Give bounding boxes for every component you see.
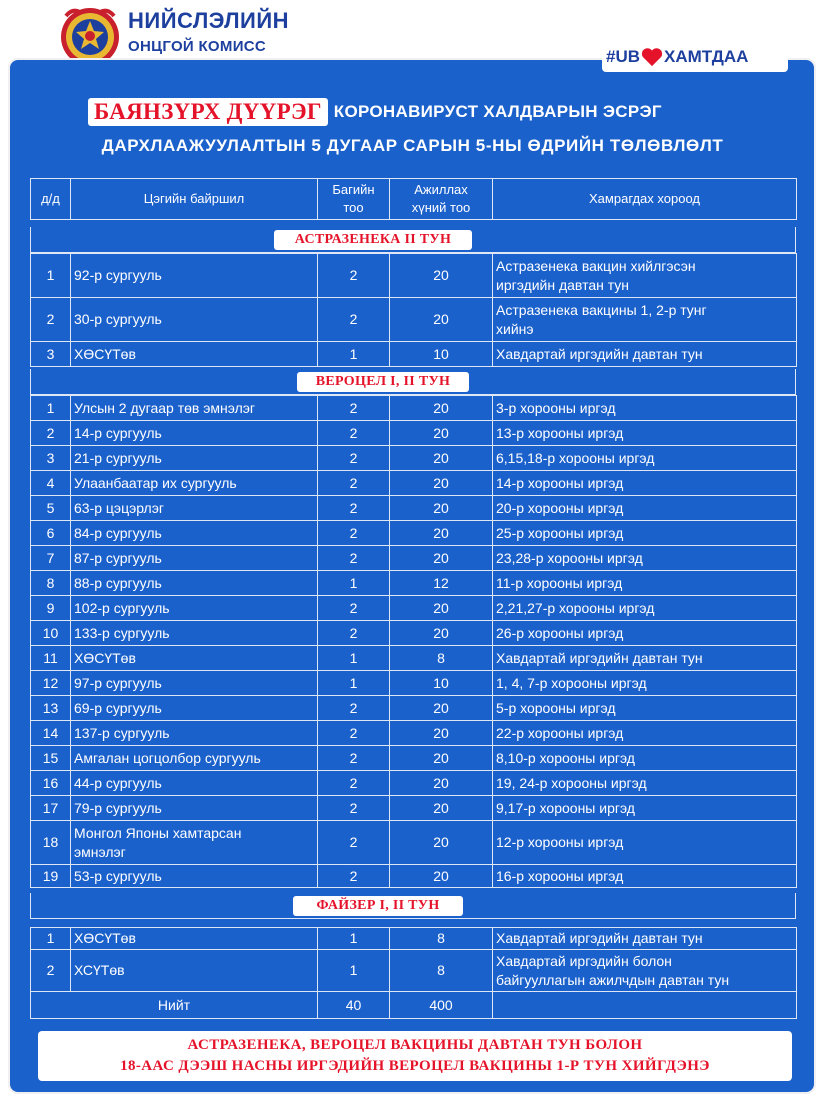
- row-people: 20: [389, 820, 493, 865]
- row-coverage: 9,17-р хорооны иргэд: [492, 795, 797, 821]
- row-people: 20: [389, 470, 493, 496]
- row-teams: 2: [317, 695, 390, 721]
- hashtag-prefix: #UB: [606, 47, 641, 66]
- row-number: 15: [30, 745, 71, 771]
- row-number: 17: [30, 795, 71, 821]
- row-number: 18: [30, 820, 71, 865]
- row-number: 14: [30, 720, 71, 746]
- title-line2: ДАРХЛААЖУУЛАЛТЫН 5 ДУГААР САРЫН 5-НЫ ӨДРИЙН ТӨЛӨВЛӨЛТ: [101, 136, 724, 155]
- footer-line1: АСТРАЗЕНЕКА, ВЕРОЦЕЛ ВАКЦИНЫ ДАВТАН ТУН БОЛОН: [187, 1037, 643, 1053]
- row-people: 10: [389, 670, 493, 696]
- row-teams: 2: [317, 720, 390, 746]
- row-people: 20: [389, 595, 493, 621]
- title-line1: КОРОНАВИРУСТ ХАЛДВАРЫН ЭСРЭГ: [333, 102, 662, 121]
- row-teams: 2: [317, 745, 390, 771]
- row-coverage: 22-р хорооны иргэд: [492, 720, 797, 746]
- row-number: 1: [30, 927, 71, 950]
- row-location: 97-р сургууль: [70, 670, 318, 696]
- hashtag-badge: [602, 42, 788, 72]
- row-number: 11: [30, 645, 71, 671]
- row-number: 12: [30, 670, 71, 696]
- total-coverage-empty: [492, 991, 797, 1019]
- row-coverage: 13-р хорооны иргэд: [492, 420, 797, 446]
- row-number: 3: [30, 445, 71, 471]
- row-teams: 2: [317, 795, 390, 821]
- row-people: 20: [389, 770, 493, 796]
- row-location: 14-р сургууль: [70, 420, 318, 446]
- row-people: 20: [389, 420, 493, 446]
- row-number: 2: [30, 297, 71, 342]
- org-name-line2: ОНЦГОЙ КОМИСС: [128, 38, 267, 55]
- row-location: Улсын 2 дугаар төв эмнэлэг: [70, 395, 318, 421]
- row-people: 8: [389, 927, 493, 950]
- row-coverage: 14-р хорооны иргэд: [492, 470, 797, 496]
- title-row: [88, 96, 662, 128]
- row-coverage: Хавдартай иргэдийн давтан тун: [492, 645, 797, 671]
- row-people: 20: [389, 864, 493, 888]
- row-number: 8: [30, 570, 71, 596]
- row-location: 63-р цэцэрлэг: [70, 495, 318, 521]
- section-header: [30, 893, 796, 919]
- row-location: 92-р сургууль: [70, 253, 318, 298]
- row-coverage: 20-р хорооны иргэд: [492, 495, 797, 521]
- row-teams: 1: [317, 949, 390, 992]
- row-coverage: 8,10-р хорооны иргэд: [492, 745, 797, 771]
- row-people: 20: [389, 520, 493, 546]
- total-label: Нийт: [30, 991, 318, 1019]
- row-coverage-line2: иргэдийн давтан тун: [496, 276, 630, 293]
- row-teams: 1: [317, 341, 390, 367]
- total-people: 400: [389, 991, 493, 1019]
- row-location: Амгалан цогцолбор сургууль: [70, 745, 318, 771]
- column-header-people: [389, 178, 493, 220]
- row-number: 13: [30, 695, 71, 721]
- row-teams: 2: [317, 297, 390, 342]
- row-people: 20: [389, 720, 493, 746]
- row-number: 10: [30, 620, 71, 646]
- row-number: 2: [30, 949, 71, 992]
- row-location: 102-р сургууль: [70, 595, 318, 621]
- section-header: [30, 369, 796, 395]
- row-coverage: 12-р хорооны иргэд: [492, 820, 797, 865]
- footer-note: [38, 1031, 792, 1081]
- row-teams: 2: [317, 595, 390, 621]
- row-number: 1: [30, 395, 71, 421]
- row-location: 79-р сургууль: [70, 795, 318, 821]
- row-coverage-line1: Хавдартай иргэдийн болон: [496, 952, 672, 969]
- row-location: 133-р сургууль: [70, 620, 318, 646]
- row-coverage: 2,21,27-р хорооны иргэд: [492, 595, 797, 621]
- row-people: 20: [389, 695, 493, 721]
- row-coverage: 16-р хорооны иргэд: [492, 864, 797, 888]
- total-teams: 40: [317, 991, 390, 1019]
- row-teams: 2: [317, 620, 390, 646]
- row-people: 20: [389, 395, 493, 421]
- row-coverage: [492, 297, 797, 342]
- row-people: 20: [389, 795, 493, 821]
- heart-icon: [641, 47, 663, 67]
- row-coverage: 3-р хорооны иргэд: [492, 395, 797, 421]
- row-number: 5: [30, 495, 71, 521]
- district-name: БАЯНЗҮРХ ДҮҮРЭГ: [88, 98, 328, 126]
- row-location: ХӨСҮТөв: [70, 645, 318, 671]
- row-people: 8: [389, 949, 493, 992]
- row-teams: 1: [317, 570, 390, 596]
- row-location: ХӨСҮТөв: [70, 341, 318, 367]
- row-location-line2: эмнэлэг: [74, 843, 126, 860]
- row-teams: 1: [317, 927, 390, 950]
- row-teams: 2: [317, 420, 390, 446]
- column-header-location: Цэгийн байршил: [70, 178, 318, 220]
- row-coverage: 1, 4, 7-р хорооны иргэд: [492, 670, 797, 696]
- column-header-people-line2: хүний тоо: [411, 200, 471, 215]
- row-location: 21-р сургууль: [70, 445, 318, 471]
- column-header-no: д/д: [30, 178, 71, 220]
- row-number: 6: [30, 520, 71, 546]
- row-teams: 2: [317, 864, 390, 888]
- org-name-line1: НИЙСЛЭЛИЙН: [128, 8, 290, 33]
- row-people: 20: [389, 620, 493, 646]
- row-location: 44-р сургууль: [70, 770, 318, 796]
- row-people: 10: [389, 341, 493, 367]
- section-label: ФАЙЗЕР I, II ТУН: [293, 896, 463, 916]
- section-label: ВЕРОЦЕЛ I, II ТУН: [297, 372, 469, 392]
- row-location: 137-р сургууль: [70, 720, 318, 746]
- row-number: 16: [30, 770, 71, 796]
- row-location: 53-р сургууль: [70, 864, 318, 888]
- row-people: 20: [389, 545, 493, 571]
- row-coverage-line1: Астразенека вакцин хийлгэсэн: [496, 257, 696, 274]
- row-people: 20: [389, 445, 493, 471]
- row-coverage: 23,28-р хорооны иргэд: [492, 545, 797, 571]
- row-location: ХӨСҮТөв: [70, 927, 318, 950]
- row-coverage: 11-р хорооны иргэд: [492, 570, 797, 596]
- row-number: 2: [30, 420, 71, 446]
- row-location-line1: Монгол Японы хамтарсан: [74, 824, 242, 841]
- footer-line2: 18-ААС ДЭЭШ НАСНЫ ИРГЭДИЙН ВЕРОЦЕЛ ВАКЦИНЫ 1-Р ТУН ХИЙГДЭНЭ: [120, 1058, 710, 1074]
- row-teams: 2: [317, 395, 390, 421]
- row-location: 30-р сургууль: [70, 297, 318, 342]
- row-number: 9: [30, 595, 71, 621]
- row-number: 4: [30, 470, 71, 496]
- row-people: 12: [389, 570, 493, 596]
- row-number: 7: [30, 545, 71, 571]
- column-header-coverage: Хамрагдах хороод: [492, 178, 797, 220]
- row-location: 84-р сургууль: [70, 520, 318, 546]
- row-teams: 2: [317, 253, 390, 298]
- column-header-people-line1: Ажиллах: [414, 182, 468, 198]
- row-teams: 2: [317, 470, 390, 496]
- row-coverage: 26-р хорооны иргэд: [492, 620, 797, 646]
- column-header-teams-line1: Багийн: [332, 182, 375, 198]
- row-teams: 1: [317, 670, 390, 696]
- hashtag-suffix: ХАМТДАА: [664, 47, 749, 66]
- row-coverage: [492, 253, 797, 298]
- row-coverage-line2: байгууллагын ажилчдын давтан тун: [496, 971, 730, 988]
- row-people: 8: [389, 645, 493, 671]
- row-coverage: 5-р хорооны иргэд: [492, 695, 797, 721]
- row-location: ХСҮТөв: [70, 949, 318, 992]
- row-people: 20: [389, 745, 493, 771]
- row-people: 20: [389, 297, 493, 342]
- row-location: 88-р сургууль: [70, 570, 318, 596]
- row-teams: 1: [317, 645, 390, 671]
- column-header-teams-line2: тоо: [343, 200, 364, 215]
- row-number: 19: [30, 864, 71, 888]
- row-coverage: 19, 24-р хорооны иргэд: [492, 770, 797, 796]
- row-coverage: Хавдартай иргэдийн давтан тун: [492, 927, 797, 950]
- section-header: [30, 227, 796, 253]
- row-teams: 2: [317, 545, 390, 571]
- row-teams: 2: [317, 520, 390, 546]
- row-location: Улаанбаатар их сургууль: [70, 470, 318, 496]
- row-location: [70, 820, 318, 865]
- row-teams: 2: [317, 820, 390, 865]
- row-teams: 2: [317, 445, 390, 471]
- row-coverage: 6,15,18-р хорооны иргэд: [492, 445, 797, 471]
- row-coverage: [492, 949, 797, 992]
- row-teams: 2: [317, 770, 390, 796]
- row-teams: 2: [317, 495, 390, 521]
- row-number: 1: [30, 253, 71, 298]
- row-coverage-line1: Астразенека вакцины 1, 2-р тунг: [496, 301, 707, 318]
- row-people: 20: [389, 495, 493, 521]
- row-location: 69-р сургууль: [70, 695, 318, 721]
- row-coverage-line2: хийнэ: [496, 320, 534, 337]
- column-header-teams: [317, 178, 390, 220]
- section-label: АСТРАЗЕНЕКА II ТУН: [274, 230, 472, 250]
- row-people: 20: [389, 253, 493, 298]
- row-number: 3: [30, 341, 71, 367]
- row-location: 87-р сургууль: [70, 545, 318, 571]
- row-coverage: Хавдартай иргэдийн давтан тун: [492, 341, 797, 367]
- row-coverage: 25-р хорооны иргэд: [492, 520, 797, 546]
